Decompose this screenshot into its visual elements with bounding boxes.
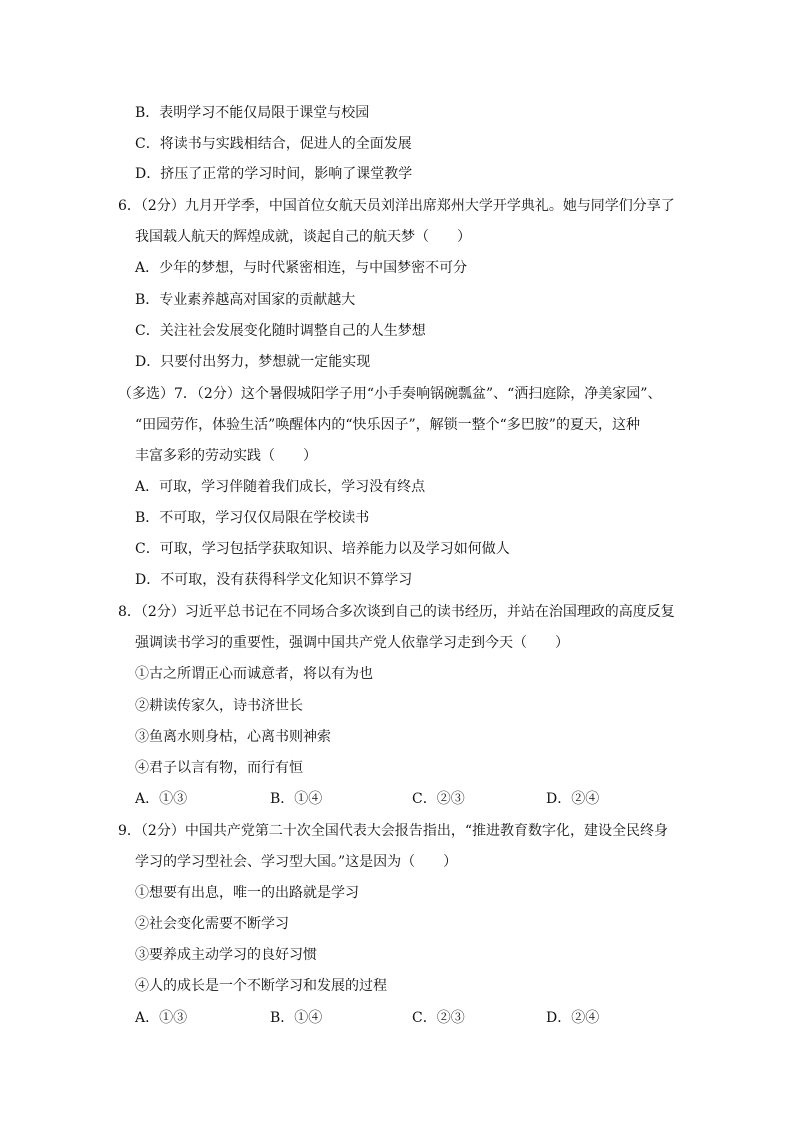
q6-option-d: D．只要付出努力，梦想就一定能实现 [135, 354, 371, 370]
q9-item-3: ③要养成主动学习的良好习惯 [135, 947, 317, 963]
q6-stem-line1: 6．（2分）九月开学季，中国首位女航天员刘洋出席郑州大学开学典礼。她与同学们分享了 [118, 198, 675, 214]
q8-stem-line2: 强调读书学习的重要性，强调中国共产党人依靠学习走到今天（ ） [135, 635, 569, 651]
q5-option-b: B．表明学习不能仅局限于课堂与校园 [135, 105, 370, 121]
q8-stem-line1: 8．（2分）习近平总书记在不同场合多次谈到自己的读书经历，并站在治国理政的高度反复 [118, 604, 675, 620]
q9-item-4: ④人的成长是一个不断学习和发展的过程 [135, 978, 387, 994]
q5-option-d: D．挤压了正常的学习时间，影响了课堂教学 [135, 166, 413, 182]
q8-item-4: ④君子以言有物，而行有恒 [135, 760, 303, 776]
q7-option-a: A．可取，学习伴随着我们成长，学习没有终点 [135, 479, 426, 495]
q9-option-d: D．②④ [546, 1010, 600, 1026]
q8-option-d: D．②④ [546, 791, 600, 807]
q8-item-2: ②耕读传家久，诗书济世长 [135, 698, 303, 714]
q6-option-c: C．关注社会发展变化随时调整自己的人生梦想 [135, 323, 426, 339]
q7-option-c: C．可取，学习包括学获取知识、培养能力以及学习如何做人 [135, 541, 510, 557]
q8-item-1: ①古之所谓正心而诚意者，将以有为也 [135, 666, 373, 682]
q7-stem-line3: 丰富多彩的劳动实践（ ） [135, 448, 317, 464]
q5-option-c: C．将读书与实践相结合，促进人的全面发展 [135, 136, 412, 152]
q8-option-c: C．②③ [412, 791, 465, 807]
q7-stem-line1: （多选）7．（2分）这个暑假城阳学子用“小手奏响锅碗瓢盆”、“洒扫庭除，净美家园”、 [118, 386, 662, 402]
q9-option-c: C．②③ [412, 1010, 465, 1026]
q7-stem-line2: “田园劳作，体验生活”唤醒体内的“快乐因子”，解锁一整个“多巴胺”的夏天，这种 [135, 417, 640, 433]
q9-option-a: A．①③ [135, 1010, 188, 1026]
q6-option-a: A．少年的梦想，与时代紧密相连，与中国梦密不可分 [135, 260, 468, 276]
q6-stem-line2: 我国载人航天的辉煌成就，谈起自己的航天梦（ ） [135, 229, 471, 245]
q9-item-1: ①想要有出息，唯一的出路就是学习 [135, 885, 359, 901]
q9-stem-line2: 学习的学习型社会、学习型大国。”这是因为（ ） [135, 854, 458, 870]
q8-option-b: B．①④ [270, 791, 323, 807]
q8-option-a: A．①③ [135, 791, 188, 807]
q7-option-d: D．不可取，没有获得科学文化知识不算学习 [135, 572, 413, 588]
q6-option-b: B．专业素养越高对国家的贡献越大 [135, 292, 356, 308]
q9-stem-line1: 9．（2分）中国共产党第二十次全国代表大会报告指出，“推进教育数字化，建设全民终身 [118, 823, 668, 839]
q8-item-3: ③鱼离水则身枯，心离书则神索 [135, 729, 331, 745]
q9-item-2: ②社会变化需要不断学习 [135, 916, 289, 932]
q9-option-b: B．①④ [270, 1010, 323, 1026]
q7-option-b: B．不可取，学习仅仅局限在学校读书 [135, 510, 370, 526]
